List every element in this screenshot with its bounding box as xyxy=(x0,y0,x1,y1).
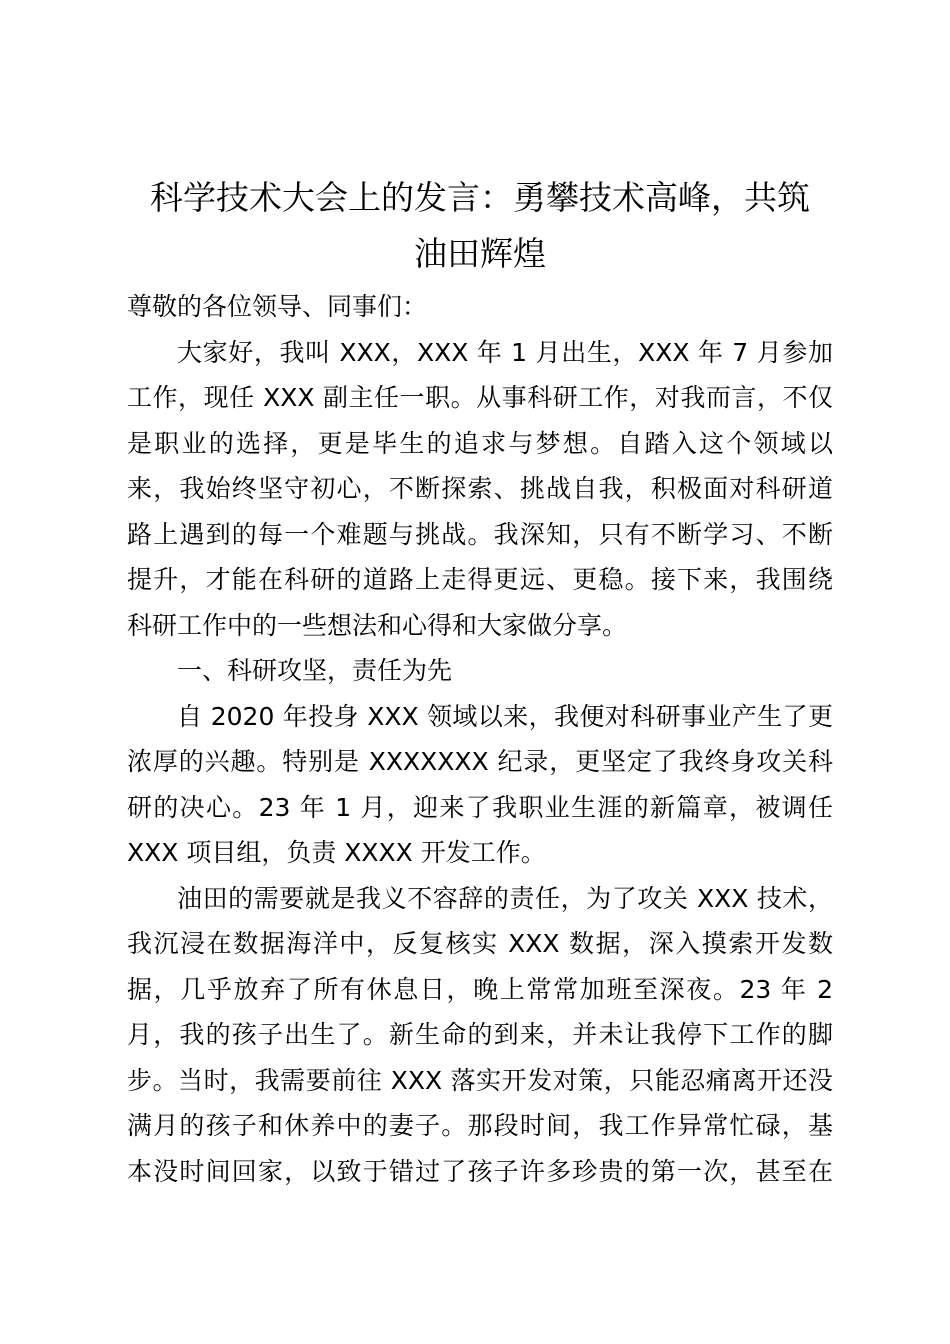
paragraph-line: 科研工作中的一些想法和心得和大家做分享。 xyxy=(127,610,628,640)
paragraph-line: XXX 项目组，负责 XXXX 开发工作。 xyxy=(127,838,546,867)
paragraph-line: 研的决心。23 年 1 月，迎来了我职业生涯的新篇章，被调任 xyxy=(127,792,833,822)
section-heading xyxy=(127,648,833,694)
paragraph-line: 步。当时，我需要前往 XXX 落实开发对策，只能忍痛离开还没 xyxy=(127,1065,833,1095)
salutation: 尊敬的各位领导、同事们： xyxy=(127,292,428,321)
paragraph-line: 提升，才能在科研的道路上走得更远、更稳。接下来，我围绕 xyxy=(127,565,833,594)
paragraph-line: 是职业的选择，更是毕生的追求与梦想。自踏入这个领域以 xyxy=(127,428,833,458)
title-line-2: 油田辉煌 xyxy=(414,234,546,273)
paragraph-line: 工作，现任 XXX 副主任一职。从事科研工作，对我而言，不仅 xyxy=(127,383,833,412)
paragraph-line: 油田的需要就是我义不容辞的责任，为了攻关 XXX 技术， xyxy=(177,883,833,913)
paragraph-line: 本没时间回家，以致于错过了孩子许多珍贵的第一次，甚至在 xyxy=(127,1156,833,1186)
paragraph-line: 我沉浸在数据海洋中，反复核实 XXX 数据，深入摸索开发数 xyxy=(127,929,833,958)
paragraph-line: 月，我的孩子出生了。新生命的到来，并未让我停下工作的脚 xyxy=(127,1020,833,1049)
paragraph-line: 据，几乎放弃了所有休息日，晚上常常加班至深夜。23 年 2 xyxy=(127,974,833,1004)
paragraph-career xyxy=(127,694,833,876)
paragraph-line: 路上遇到的每一个难题与挑战。我深知，只有不断学习、不断 xyxy=(127,519,833,549)
paragraph-line: 来，我始终坚守初心，不断探索、挑战自我，积极面对科研道 xyxy=(127,474,833,503)
paragraph-line: 大家好，我叫 XXX，XXX 年 1 月出生，XXX 年 7 月参加 xyxy=(177,337,833,367)
paragraph-intro xyxy=(127,330,833,649)
section-heading-text: 一、科研攻坚，责任为先 xyxy=(177,656,453,685)
paragraph-line: 满月的孩子和休养中的妻子。那段时间，我工作异常忙碌，基 xyxy=(127,1111,833,1140)
document-title xyxy=(127,170,833,282)
document-page xyxy=(127,170,833,1194)
title-line-1: 科学技术大会上的发言：勇攀技术高峰，共筑 xyxy=(150,178,810,217)
paragraph-line: 自 2020 年投身 XXX 领域以来，我便对科研事业产生了更 xyxy=(177,701,833,731)
paragraph-line: 浓厚的兴趣。特别是 XXXXXXX 纪录，更坚定了我终身攻关科 xyxy=(127,747,833,776)
paragraph-responsibility xyxy=(127,876,833,1195)
